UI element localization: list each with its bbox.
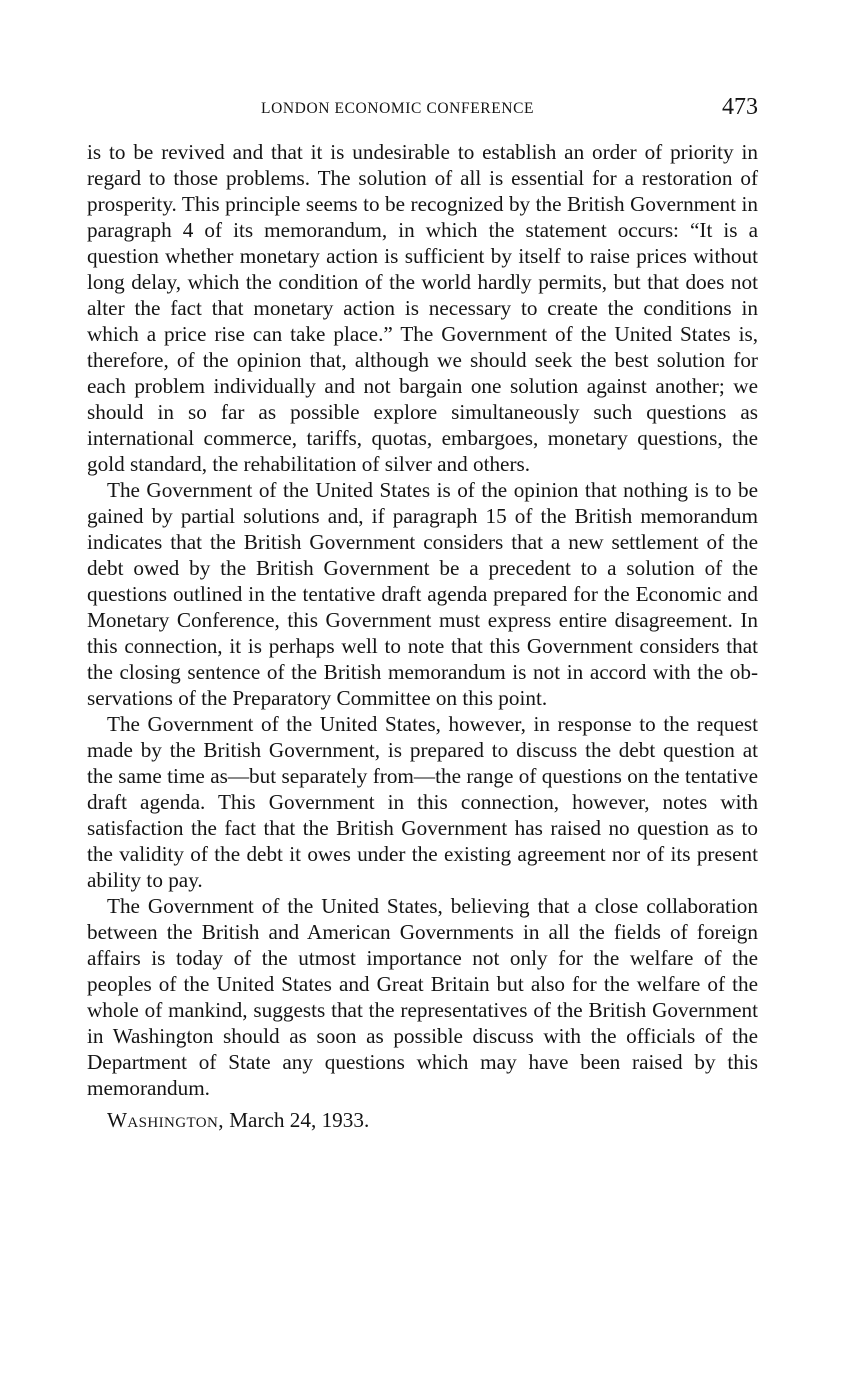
- running-head: [87, 94, 758, 122]
- signoff-place: Washington,: [107, 1108, 224, 1132]
- body-text: [87, 139, 758, 1133]
- page-number: 473: [722, 94, 758, 120]
- paragraph-collaboration: The Government of the United States, believing that a close collaboration between the British and American Governments in all the fields of foreign affairs is today of the utmost importance not only for the welfare of the peoples of the United States and Great Britain but also for the welfare of the whole of mankind, suggests that the representatives of the British Government in Washington should as soon as possible discuss with the officials of the Department of State any questions which may have been raised by this memorandum.: [87, 894, 758, 1100]
- running-title: LONDON ECONOMIC CONFERENCE: [261, 100, 535, 117]
- paragraph-debt-question: The Government of the United States, however, in response to the request made by the British Government, is prepared to discuss the debt question at the same time as—but separately from—the range of questions on the tentative draft agenda. This Government in this connection, however, notes with satisfaction the fact that the British Government has raised no question as to the validity of the debt it owes under the existing agreement nor of its present ability to pay.: [87, 712, 758, 892]
- paragraph-continued: is to be revived and that it is undesirable to establish an order of priority in regard to those problems. The solution of all is essential for a restoration of prosperity. This principle seems to be recognized by the British Government in paragraph 4 of its memorandum, in which the statement occurs: “It is a question whether monetary action is sufficient by itself to raise prices without long delay, which the condition of the world hardly permits, but that does not alter the fact that monetary action is necessary to create the conditions in which a price rise can take place.” The Government of the United States is, therefore, of the opinion that, although we should seek the best solution for each problem individually and not bargain one solution against another; we should in so far as possible explore simultaneously such questions as international commerce, tariffs, quotas, embargoes, monetary questions, the gold standard, the rehabilitation of silver and others.: [87, 140, 758, 476]
- signoff-date: March 24, 1933.: [229, 1108, 370, 1132]
- paragraph-partial-solutions: The Government of the United States is of the opinion that nothing is to be gained by partial solutions and, if paragraph 15 of the British memorandum indicates that the British Government considers that a new settlement of the debt owed by the British Government be a precedent to a solution of the questions outlined in the tentative draft agenda prepared for the Economic and Monetary Conference, this Government must express entire disagreement. In this connection, it is perhaps well to note that this Government considers that the closing sentence of the British memorandum is not in accord with the observations of the Preparatory Committee on this point.: [87, 478, 758, 710]
- signoff: [87, 1107, 758, 1133]
